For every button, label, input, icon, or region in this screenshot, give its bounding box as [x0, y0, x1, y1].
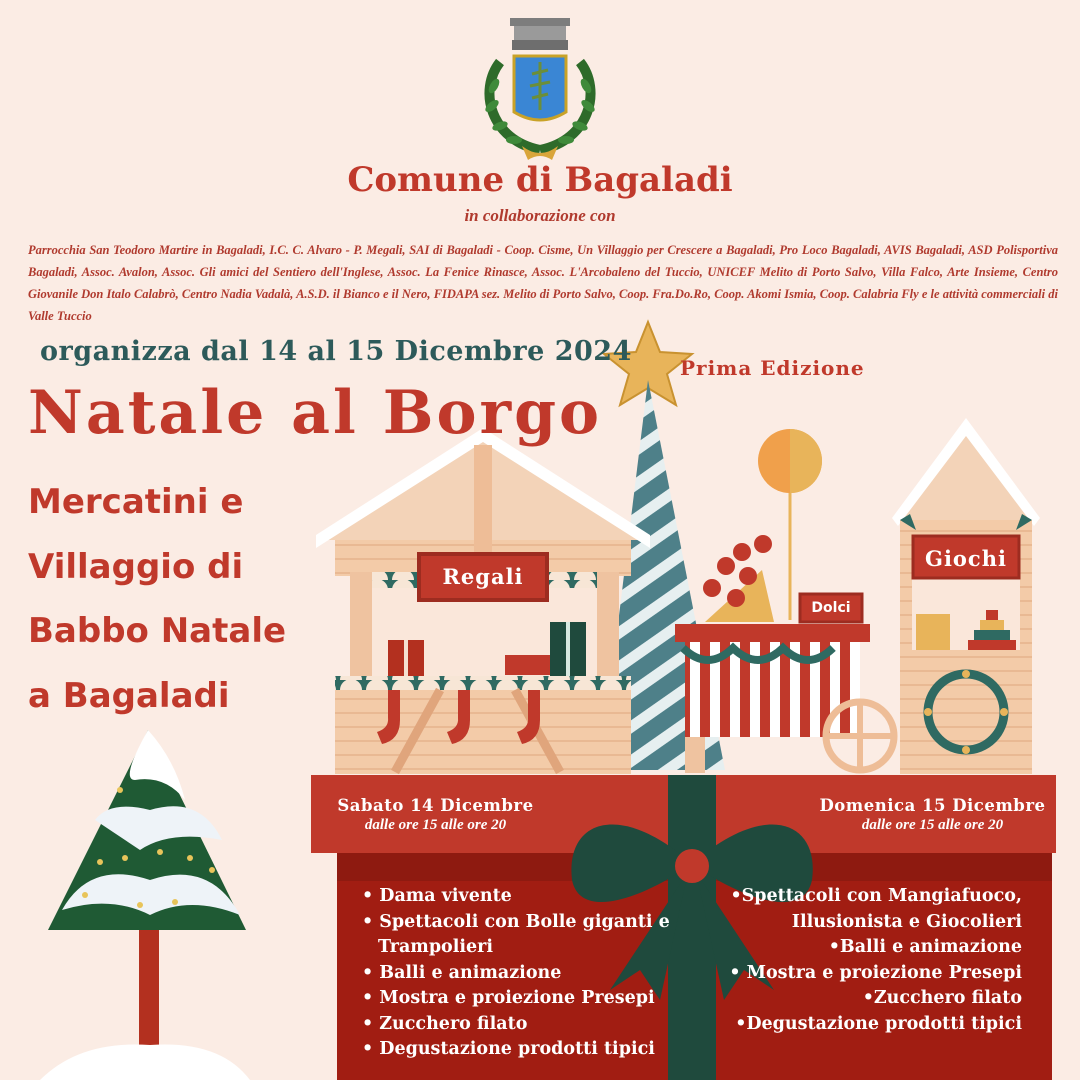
sunday-program: [700, 884, 1022, 1037]
list-item: • Zucchero filato: [362, 1013, 528, 1034]
list-item: • Degustazione prodotti tipici: [362, 1039, 655, 1060]
list-item: • Spettacoli con Bolle giganti e Trampolieri: [362, 911, 670, 958]
sunday-date: Domenica 15 Dicembre: [819, 796, 1046, 815]
subtitle-line: Mercatini e: [28, 482, 244, 522]
subtitle-line: Villaggio di: [28, 546, 244, 587]
dolci-sign: Dolci: [811, 600, 851, 616]
snowy-tree-icon: [40, 730, 250, 1080]
saturday-program: [362, 884, 672, 1063]
regali-sign: Regali: [442, 564, 524, 589]
event-subtitle: [28, 470, 328, 728]
event-title: Natale al Borgo: [28, 378, 603, 448]
list-item: •Zucchero filato: [862, 988, 1022, 1009]
coat-of-arms-icon: [483, 18, 596, 160]
saturday-date: Sabato 14 Dicembre: [337, 796, 534, 815]
event-dates: organizza dal 14 al 15 Dicembre 2024: [40, 336, 632, 367]
collaboration-label: in collaborazione con: [464, 206, 616, 225]
regali-stall-icon: [316, 428, 650, 774]
giochi-sign: Giochi: [925, 546, 1007, 571]
list-item: • Mostra e proiezione Presepi: [362, 988, 655, 1009]
saturday-header: [318, 796, 553, 834]
partners-list: Parrocchia San Teodoro Martire in Bagaladi, I.C. C. Alvaro - P. Megali, SAI di Bagaladi - Coop. Cisme, Un Villaggio per Crescere a Bagaladi, Pro Loco Bagaladi, AVIS Bagaladi, ASD Polisportiva Bagaladi, Assoc. Avalon, Assoc. Gli amici del Sentiero dell'Inglese, Assoc. La Fenice Rinasce, Assoc. L'Arcobaleno del Tuccio, UNICEF Melito di Porto Salvo, Villa Falco, Arte Insieme, Centro Giovanile Don Italo Calabrò, Centro Nadia Vadalà, A.S.D. il Bianco e il Nero, FIDAPA sez. Melito di Porto Salvo, Coop. Fra.Do.Ro, Coop. Akomi Ismia, Coop. Calabria Fly e le attività commerciali di Valle Tuccio: [28, 243, 1058, 323]
list-item: •Spettacoli con Mangiafuoco, Illusionista e Giocolieri: [730, 886, 1022, 932]
comune-title: Comune di Bagaladi: [347, 160, 733, 200]
list-item: • Dama vivente: [362, 886, 512, 906]
list-item: •Balli e animazione: [828, 937, 1022, 958]
balloon-icon: [758, 429, 822, 620]
edition-label: Prima Edizione: [680, 356, 865, 380]
giochi-stall-icon: [892, 418, 1040, 774]
list-item: • Balli e animazione: [362, 962, 562, 983]
sunday-hours: dalle ore 15 alle ore 20: [861, 817, 1004, 833]
sunday-header: [805, 796, 1060, 834]
list-item: •Degustazione prodotti tipici: [735, 1013, 1022, 1034]
saturday-hours: dalle ore 15 alle ore 20: [364, 817, 507, 833]
subtitle-line: Babbo Natale: [28, 611, 287, 652]
subtitle-line: a Bagaladi: [28, 675, 230, 716]
list-item: • Mostra e proiezione Presepi: [729, 962, 1022, 983]
